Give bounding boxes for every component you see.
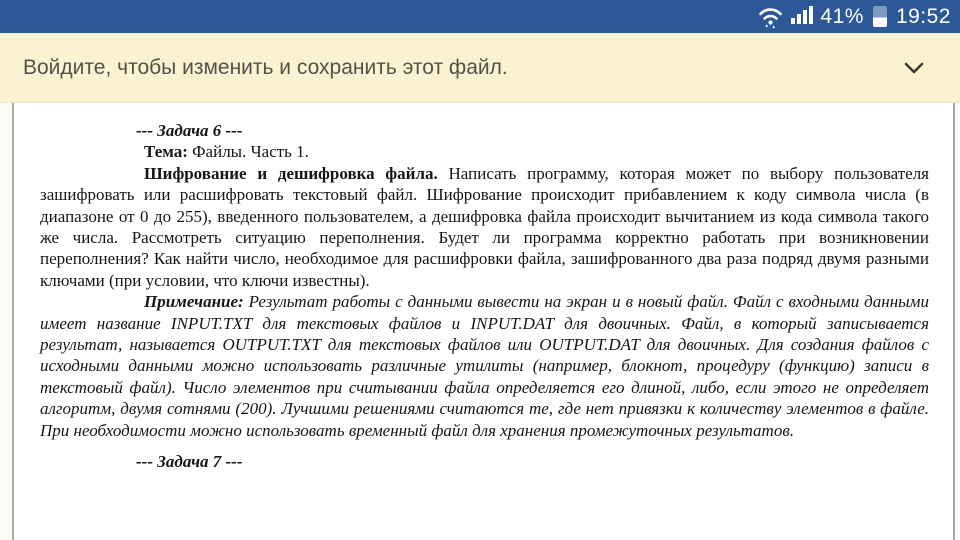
task7-header: --- Задача 7 --- xyxy=(136,452,243,472)
chevron-down-icon[interactable] xyxy=(894,48,934,88)
note-label: Примечание: xyxy=(144,292,244,312)
task6-header: --- Задача 6 --- xyxy=(136,121,243,140)
document-viewport[interactable] xyxy=(0,103,960,540)
task-text: Написать программу, которая может по выбору пользователя зашифровать или расшифровать текстовый файл. Шифрование происходит прибавлением к коду символа числа (в диапазоне от 0 до 255), введенного пользователем, а дешифровка файла происходит вычитанием из кода символа такого же числа. Рассмотреть ситуацию переполнения. Будет ли программа корректно работать при возникновении переполнения? Как найти число, необходимое для расшифровки файла, зашифрованного два раза подряд двумя разными ключами (при условии, что ключи известны). xyxy=(40,163,929,290)
tema-paragraph xyxy=(40,141,929,162)
tema-label: Тема: xyxy=(144,142,188,162)
signin-banner-message: Войдите, чтобы изменить и сохранить этот файл. xyxy=(23,55,508,79)
wifi-icon xyxy=(757,5,784,29)
battery-icon xyxy=(873,6,887,27)
status-time: 19:52 xyxy=(895,5,951,28)
status-bar xyxy=(0,0,960,33)
task-paragraph xyxy=(40,163,929,291)
battery-percent: 41% xyxy=(820,5,864,28)
signin-banner[interactable] xyxy=(0,33,960,103)
signal-icon xyxy=(791,3,813,30)
task-label: Шифрование и дешифровка файла. xyxy=(144,163,438,183)
tema-text: Файлы. Часть 1. xyxy=(187,142,309,162)
document-page xyxy=(12,103,955,540)
note-text: Результат работы с данными вывести на экран и в новый файл. Файл с входными данными имеет название INPUT.TXT для текстовых файлов и INPUT.DAT для двоичных. Файл, в который записывается результат, называется OUTPUT.TXT для текстовых файлов или OUTPUT.DAT для двоичных. Для создания файлов с исходными данными можно использовать различные утилиты (например, блокнот, процедуру (функцию) записи в текстовый файл). Число элементов при считывании файла определяется его длиной, либо, если этого не определяет алгоритм, двумя сотнями (200). Лучшими решениями считаются те, где нет привязки к количеству элементов в файле. При необходимости можно использовать временный файл для хранения промежуточных результатов. xyxy=(40,292,929,440)
note-paragraph xyxy=(40,291,929,441)
